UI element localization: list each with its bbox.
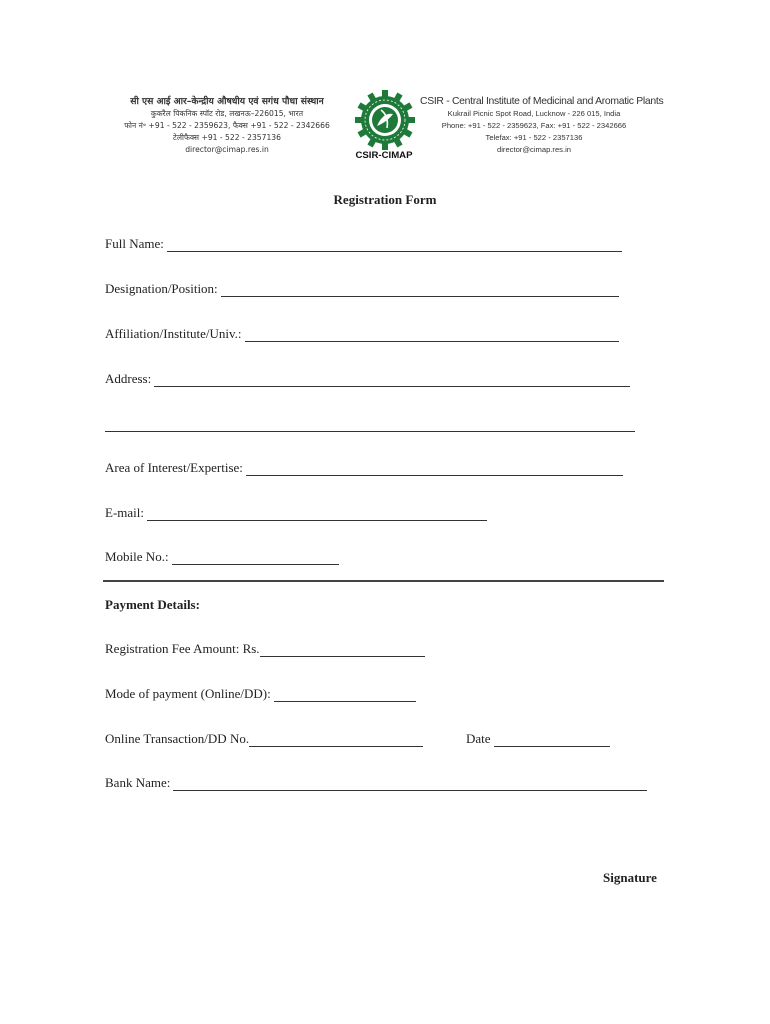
affiliation-label: Affiliation/Institute/Univ.: (105, 326, 242, 341)
signature-label: Signature (603, 870, 657, 885)
mobile-label: Mobile No.: (105, 549, 169, 564)
transaction-label: Online Transaction/DD No. (105, 731, 250, 746)
designation-label: Designation/Position: (105, 281, 218, 296)
address-line-2-field[interactable] (105, 417, 635, 432)
section-divider (103, 580, 664, 582)
header-hindi-block (112, 96, 342, 166)
mode-field[interactable] (274, 687, 416, 702)
address-line-2-row (105, 414, 635, 432)
header-english-line: Kukrail Picnic Spot Road, Lucknow - 226 015, India (447, 109, 621, 118)
fee-field[interactable] (260, 642, 425, 657)
full-name-field[interactable] (167, 237, 622, 252)
area-row (105, 458, 623, 476)
full-name-label: Full Name: (105, 236, 164, 251)
bank-row (105, 773, 647, 791)
date-label: Date (466, 731, 491, 746)
mode-label: Mode of payment (Online/DD): (105, 686, 271, 701)
header-hindi-line: सी एस आई आर–केन्द्रीय औषधीय एवं सगंध पौधा संस्थान (130, 96, 324, 107)
affiliation-field[interactable] (245, 327, 619, 342)
email-field[interactable] (147, 506, 487, 521)
header-english-line: Telefax: +91 - 522 - 2357136 (485, 133, 583, 142)
designation-row (105, 279, 619, 297)
designation-field[interactable] (221, 282, 619, 297)
date-row (466, 729, 610, 747)
full-name-row (105, 234, 622, 252)
fee-label: Registration Fee Amount: Rs. (105, 641, 260, 656)
affiliation-row (105, 324, 619, 342)
header-english-line: CSIR - Central Institute of Medicinal and Aromatic Plants (420, 96, 664, 107)
header-hindi-line: director@cimap.res.in (185, 145, 269, 154)
address-field[interactable] (154, 372, 630, 387)
transaction-row (105, 729, 423, 747)
logo-caption: CSIR-CIMAP (355, 150, 413, 161)
area-label: Area of Interest/Expertise: (105, 460, 243, 475)
area-field[interactable] (246, 461, 623, 476)
fee-row (105, 639, 425, 657)
header-hindi-line: फोन नं॰ +91 - 522 - 2359623, फैक्स +91 - 522 - 2342666 (124, 121, 330, 130)
transaction-field[interactable] (249, 732, 423, 747)
mobile-row (105, 547, 339, 565)
address-label: Address: (105, 371, 152, 386)
bank-label: Bank Name: (105, 775, 171, 790)
header-hindi-line: टेलीफैक्स +91 - 522 - 2357136 (173, 133, 281, 142)
email-label: E-mail: (105, 505, 144, 520)
mode-row (105, 684, 416, 702)
bank-field[interactable] (173, 776, 647, 791)
date-field[interactable] (494, 732, 610, 747)
header-hindi-line: कुकरैल पिकनिक स्पॉट रोड, लखनऊ–226015, भारत (150, 109, 304, 118)
form-title: Registration Form (333, 192, 437, 207)
payment-heading: Payment Details: (105, 597, 200, 612)
header-english-line: director@cimap.res.in (497, 145, 571, 154)
address-row (105, 369, 630, 387)
mobile-field[interactable] (172, 550, 339, 565)
header-english-block (420, 96, 664, 166)
header-english-line: Phone: +91 - 522 - 2359623, Fax: +91 - 522 - 2342666 (441, 121, 627, 130)
email-row (105, 503, 487, 521)
